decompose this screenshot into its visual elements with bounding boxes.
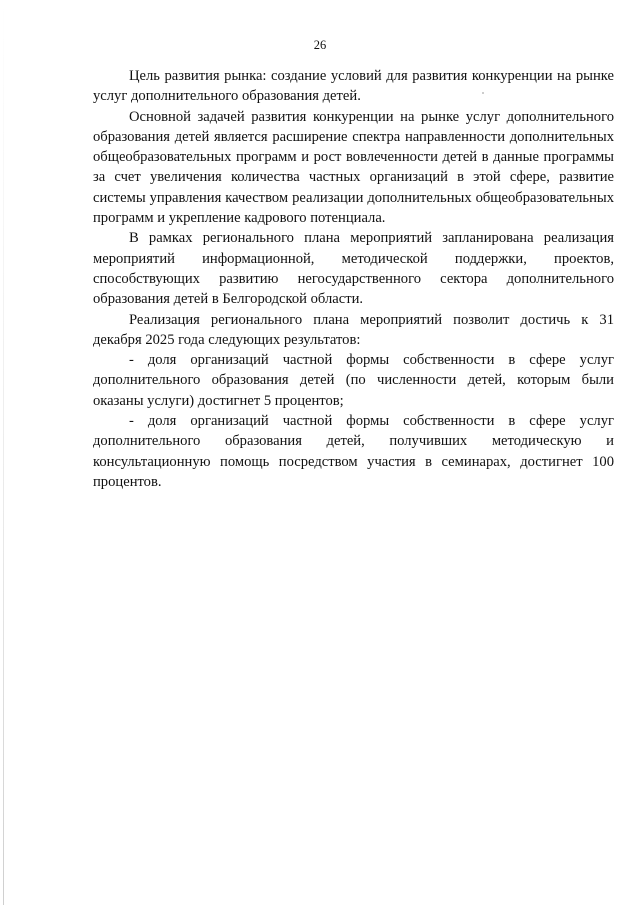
paragraph-expected-results: Реализация регионального плана мероприятий позволит достичь к 31 декабря 2025 года следующих результатов:: [93, 311, 614, 348]
scan-edge-shadow: [3, 0, 4, 905]
page-number: 26: [313, 38, 327, 52]
paragraph-regional-plan: В рамках регионального плана мероприятий запланирована реализация мероприятий информационной, методической поддержки, проектов, способствующих развитию негосударственного сектора дополнительного образования детей в Белгородской области.: [93, 230, 614, 308]
paragraph-market-goal: Цель развития рынка: создание условий для развития конкуренции на рынке услуг дополнительного образования детей.: [93, 68, 614, 105]
paragraph-result-share-children: - доля организаций частной формы собственности в сфере услуг дополнительного образования детей (по численности детей, которым были оказаны услуги) достигнет 5 процентов;: [93, 352, 614, 409]
paragraph-result-share-support: - доля организаций частной формы собственности в сфере услуг дополнительного образования детей, получивших методическую и консультационную помощь посредством участия в семинарах, достигнет 100 процентов.: [93, 413, 614, 490]
paragraph-main-task: Основной задачей развития конкуренции на рынке услуг дополнительного образования детей является расширение спектра направленности дополнительных общеобразовательных программ и рост вовлеченности детей в данные программы за счет увеличения количества частных организаций в этой сфере, развитие системы управления качеством реализации дополнительных общеобразовательных программ и укрепление кадрового потенциала.: [93, 108, 614, 227]
document-body: [93, 66, 614, 492]
